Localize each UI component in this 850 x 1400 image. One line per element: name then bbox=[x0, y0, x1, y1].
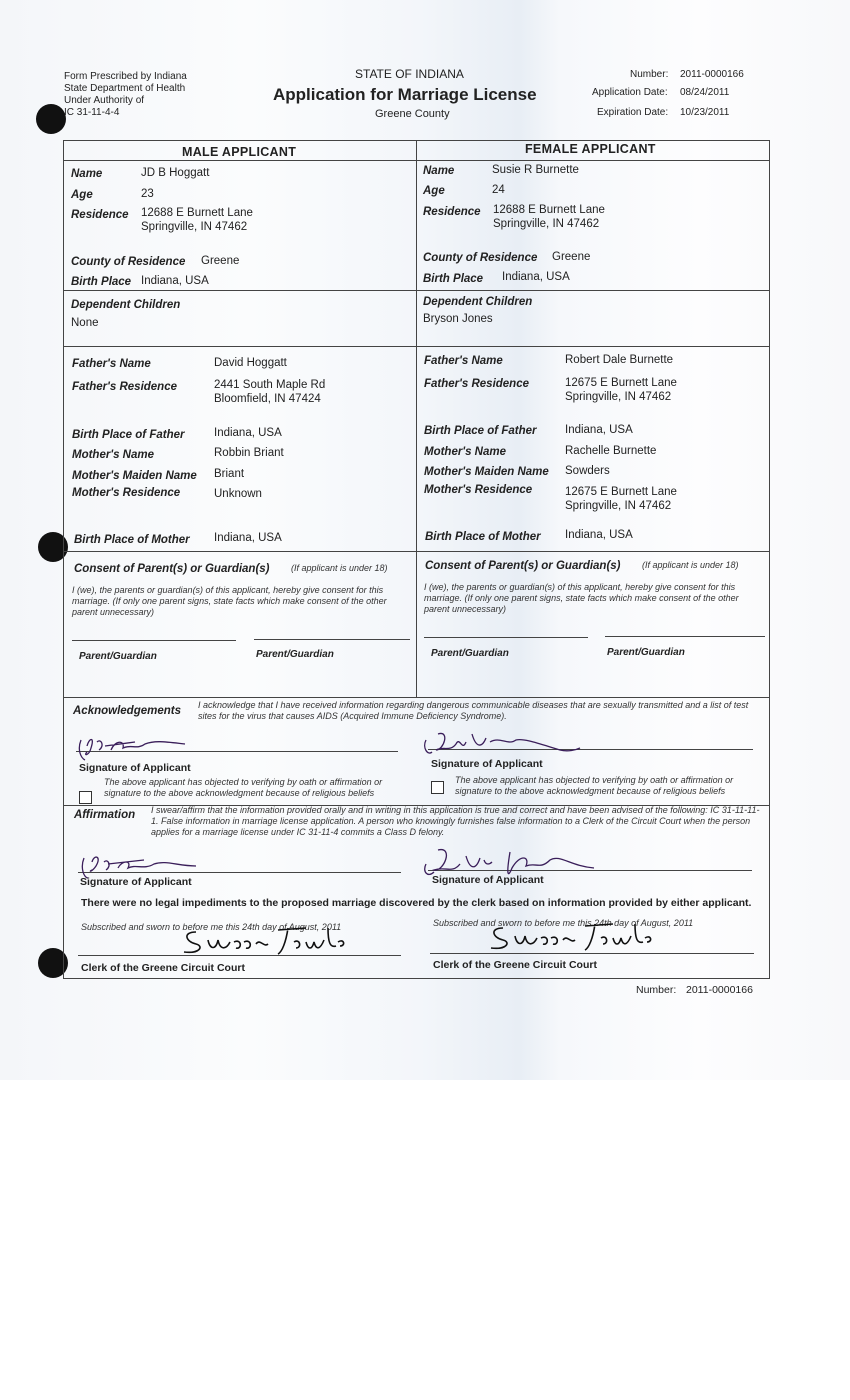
male-mother-name: Robbin Briant bbox=[214, 447, 284, 459]
section-rule bbox=[64, 346, 769, 347]
male-objection-checkbox[interactable] bbox=[79, 791, 92, 804]
male-birth-place-label: Birth Place bbox=[71, 276, 132, 288]
exp-date-label: Expiration Date: bbox=[597, 107, 669, 118]
female-clerk-signature bbox=[485, 920, 655, 954]
male-dependent: None bbox=[71, 317, 99, 329]
female-mother-maiden-label: Mother's Maiden Name bbox=[424, 466, 549, 478]
male-consent-text: I (we), the parents or guardian(s) of this applicant, hereby give consent for this marriage. (If only one parent signs, state facts which make consent of the other parent unnecessary) bbox=[72, 585, 387, 617]
female-affirm-sig-label: Signature of Applicant bbox=[432, 874, 544, 886]
male-name: JD B Hoggatt bbox=[141, 167, 210, 179]
female-father-res-line1: 12675 E Burnett Lane bbox=[565, 377, 677, 389]
male-bp-father: Indiana, USA bbox=[214, 427, 282, 439]
authority-line: Form Prescribed by Indiana bbox=[64, 71, 187, 82]
female-dependent-label: Dependent Children bbox=[423, 296, 533, 308]
male-mother-res-label: Mother's Residence bbox=[72, 487, 181, 499]
male-father-name-label: Father's Name bbox=[72, 358, 151, 370]
male-affirm-sig-label: Signature of Applicant bbox=[80, 876, 192, 888]
female-parent-guardian-1: Parent/Guardian bbox=[431, 648, 509, 659]
female-clerk-label: Clerk of the Greene Circuit Court bbox=[433, 959, 597, 971]
female-bp-mother: Indiana, USA bbox=[565, 529, 633, 541]
female-mother-res-line1: 12675 E Burnett Lane bbox=[565, 486, 677, 498]
female-dependent: Bryson Jones bbox=[423, 313, 493, 325]
number-value: 2011-0000166 bbox=[680, 69, 744, 80]
male-county-label: County of Residence bbox=[71, 256, 186, 268]
female-consent-text: I (we), the parents or guardian(s) of this applicant, hereby give consent for this marriage. (If only one parent signs, state facts which make consent of the other parent unnecessary) bbox=[424, 582, 739, 614]
male-ack-sig-label: Signature of Applicant bbox=[79, 762, 191, 774]
app-date-label: Application Date: bbox=[592, 87, 668, 98]
male-sworn-text: Subscribed and sworn to before me this 24th day of August, 2011 bbox=[81, 922, 342, 932]
male-parent-guardian-1: Parent/Guardian bbox=[79, 651, 157, 662]
exp-date-value: 10/23/2011 bbox=[680, 107, 730, 118]
male-bp-father-label: Birth Place of Father bbox=[72, 429, 185, 441]
female-birth-place: Indiana, USA bbox=[502, 271, 570, 283]
affirm-title: Affirmation bbox=[74, 809, 136, 821]
male-bp-mother: Indiana, USA bbox=[214, 532, 282, 544]
male-clerk-signature bbox=[178, 924, 348, 958]
female-name-label: Name bbox=[423, 165, 455, 177]
male-father-res-line2: Bloomfield, IN 47424 bbox=[214, 393, 321, 405]
page-title: Application for Marriage License bbox=[273, 85, 537, 104]
female-mother-res-line2: Springville, IN 47462 bbox=[565, 500, 672, 512]
female-father-name: Robert Dale Burnette bbox=[565, 354, 674, 366]
female-father-res-label: Father's Residence bbox=[424, 378, 529, 390]
female-county-label: County of Residence bbox=[423, 252, 538, 264]
state-name: STATE OF INDIANA bbox=[355, 67, 464, 81]
male-father-res-label: Father's Residence bbox=[72, 381, 177, 393]
female-mother-res-label: Mother's Residence bbox=[424, 484, 533, 496]
parent-sign-line bbox=[605, 636, 765, 637]
section-rule bbox=[64, 551, 769, 552]
female-mother-name: Rachelle Burnette bbox=[565, 445, 657, 457]
clerk-sign-line-female bbox=[430, 953, 754, 954]
section-rule bbox=[64, 697, 769, 698]
impediments-statement: There were no legal impediments to the proposed marriage discovered by the clerk based on information provided by either applicant. bbox=[81, 897, 752, 909]
male-bp-mother-label: Birth Place of Mother bbox=[74, 534, 190, 546]
female-consent-note: (If applicant is under 18) bbox=[642, 560, 739, 570]
authority-line: Under Authority of bbox=[64, 95, 145, 106]
male-mother-maiden-label: Mother's Maiden Name bbox=[72, 470, 197, 482]
male-residence-label: Residence bbox=[71, 209, 129, 221]
female-mother-name-label: Mother's Name bbox=[424, 446, 506, 458]
male-father-res-line1: 2441 South Maple Rd bbox=[214, 379, 326, 391]
female-mother-maiden: Sowders bbox=[565, 465, 610, 477]
female-father-name-label: Father's Name bbox=[424, 355, 503, 367]
female-sworn-text: Subscribed and sworn to before me this 24th day of August, 2011 bbox=[433, 918, 694, 928]
male-residence-line2: Springville, IN 47462 bbox=[141, 221, 248, 233]
male-parent-guardian-2: Parent/Guardian bbox=[256, 649, 334, 660]
app-date-value: 08/24/2011 bbox=[680, 87, 730, 98]
female-name: Susie R Burnette bbox=[492, 164, 579, 176]
female-bp-father: Indiana, USA bbox=[565, 424, 633, 436]
column-divider bbox=[416, 140, 417, 697]
affirm-text: I swear/affirm that the information provided orally and in writing in this application is true and correct and have been advised of the following: IC 31-11-11-1. False information in marriage license application. A person who knowingly furnishes false information to a Clerk of the Circuit Court when the person applies for a marriage license under IC 31-11-4 commits a Class D felony. bbox=[151, 805, 760, 837]
female-father-res-line2: Springville, IN 47462 bbox=[565, 391, 672, 403]
female-age-label: Age bbox=[423, 185, 445, 197]
section-rule bbox=[64, 290, 769, 291]
male-consent-note: (If applicant is under 18) bbox=[291, 563, 388, 573]
male-age: 23 bbox=[141, 188, 154, 200]
county-name: Greene County bbox=[375, 108, 450, 120]
title-rule bbox=[64, 160, 769, 161]
female-residence-label: Residence bbox=[423, 206, 481, 218]
male-dependent-label: Dependent Children bbox=[71, 299, 181, 311]
authority-line: State Department of Health bbox=[64, 83, 186, 94]
female-ack-signature bbox=[420, 728, 580, 758]
punch-hole bbox=[36, 104, 66, 134]
male-name-label: Name bbox=[71, 168, 103, 180]
male-father-name: David Hoggatt bbox=[214, 357, 287, 369]
parent-sign-line bbox=[72, 640, 236, 641]
female-title: FEMALE APPLICANT bbox=[525, 142, 656, 156]
male-mother-maiden: Briant bbox=[214, 468, 245, 480]
female-bp-mother-label: Birth Place of Mother bbox=[425, 531, 541, 543]
female-consent-title: Consent of Parent(s) or Guardian(s) bbox=[425, 560, 621, 572]
footer-number-label: Number: bbox=[636, 984, 677, 996]
female-objection-checkbox[interactable] bbox=[431, 781, 444, 794]
male-mother-name-label: Mother's Name bbox=[72, 449, 154, 461]
male-county: Greene bbox=[201, 255, 240, 267]
female-age: 24 bbox=[492, 184, 505, 196]
male-objection-text: The above applicant has objected to verifying by oath or affirmation or signature to the above acknowledgment because of religious beliefs bbox=[104, 777, 383, 798]
male-age-label: Age bbox=[71, 189, 93, 201]
footer-number-value: 2011-0000166 bbox=[686, 984, 753, 996]
female-objection-text: The above applicant has objected to verifying by oath or affirmation or signature to the above acknowledgment because of religious beliefs bbox=[455, 775, 734, 796]
parent-sign-line bbox=[424, 637, 588, 638]
authority-line: IC 31-11-4-4 bbox=[64, 107, 120, 118]
male-mother-res: Unknown bbox=[214, 488, 262, 500]
female-bp-father-label: Birth Place of Father bbox=[424, 425, 537, 437]
male-ack-signature bbox=[75, 732, 195, 762]
number-label: Number: bbox=[630, 69, 669, 80]
female-ack-sig-label: Signature of Applicant bbox=[431, 758, 543, 770]
female-residence-line2: Springville, IN 47462 bbox=[493, 218, 600, 230]
ack-title: Acknowledgements bbox=[73, 705, 181, 717]
female-residence-line1: 12688 E Burnett Lane bbox=[493, 204, 605, 216]
parent-sign-line bbox=[254, 639, 410, 640]
male-residence-line1: 12688 E Burnett Lane bbox=[141, 207, 253, 219]
clerk-sign-line-male bbox=[78, 955, 401, 956]
male-title: MALE APPLICANT bbox=[182, 145, 297, 159]
male-birth-place: Indiana, USA bbox=[141, 275, 209, 287]
male-consent-title: Consent of Parent(s) or Guardian(s) bbox=[74, 563, 270, 575]
male-clerk-label: Clerk of the Greene Circuit Court bbox=[81, 962, 245, 974]
female-birth-place-label: Birth Place bbox=[423, 273, 484, 285]
ack-text: I acknowledge that I have received information regarding dangerous communicable diseases that are sexually transmitted and a list of test sites for the virus that causes AIDS (Acquired Immune Deficiency Syndrome). bbox=[198, 700, 749, 721]
female-parent-guardian-2: Parent/Guardian bbox=[607, 647, 685, 658]
form-authority bbox=[64, 71, 187, 119]
female-county: Greene bbox=[552, 251, 591, 263]
